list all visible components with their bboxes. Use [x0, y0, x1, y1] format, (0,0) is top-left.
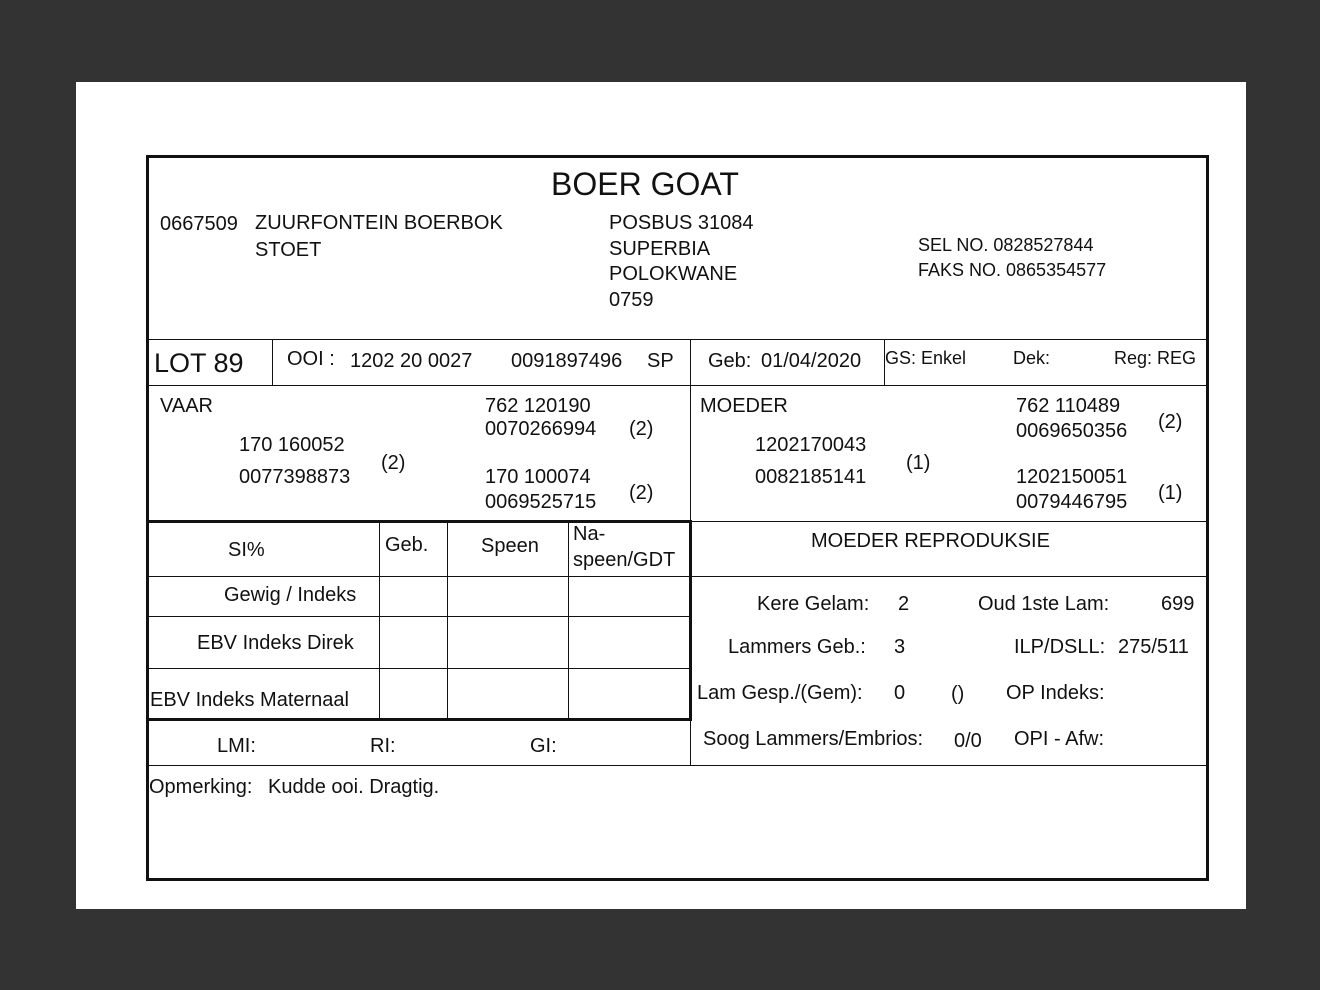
- op-indeks-label: OP Indeks:: [1006, 682, 1105, 704]
- oud-label: Oud 1ste Lam:: [978, 593, 1110, 615]
- gi-label: GI:: [530, 735, 557, 757]
- lammers-value: 3: [894, 636, 906, 658]
- divider-line: [149, 668, 690, 669]
- lamgesp-label: Lam Gesp./(Gem):: [697, 682, 863, 704]
- row-label-gewig: Gewig / Indeks: [224, 584, 357, 606]
- divider-line: [379, 523, 380, 718]
- phone-number: SEL NO. 0828527844: [918, 235, 1094, 255]
- dam-dam-mark: (1): [1158, 482, 1183, 504]
- dam-id: 0082185141: [755, 466, 867, 488]
- opi-label: OPI - Afw:: [1014, 728, 1105, 750]
- divider-line: [149, 339, 1206, 340]
- dam-sire-mark: (2): [1158, 411, 1183, 433]
- divider-line: [568, 523, 569, 718]
- dam-sire-id: 762 110489: [1016, 395, 1121, 417]
- sire-sire-mark: (2): [629, 418, 654, 440]
- divider-line: [149, 385, 1206, 386]
- sire-dam-id: 0069525715: [485, 491, 597, 513]
- dam-label: MOEDER: [700, 395, 788, 417]
- lammers-label: Lammers Geb.:: [728, 636, 866, 658]
- divider-line: [149, 718, 692, 721]
- reproduction-title: MOEDER REPRODUKSIE: [811, 530, 1050, 552]
- address-line: POSBUS 31084: [609, 212, 754, 234]
- animal-id: 0091897496: [511, 350, 623, 372]
- ooi-number: 1202 20 0027: [350, 350, 473, 372]
- ilp-value: 275/511: [1118, 636, 1189, 658]
- lamgesp-paren: (): [951, 683, 965, 705]
- ri-label: RI:: [370, 735, 396, 757]
- soog-value: 0/0: [954, 730, 982, 752]
- sire-id: 170 160052: [239, 434, 345, 456]
- reg-field: Reg: REG: [1114, 348, 1197, 368]
- lamgesp-value: 0: [894, 682, 906, 704]
- breeder-name-line1: ZUURFONTEIN BOERBOK: [255, 212, 503, 234]
- address-line: POLOKWANE: [609, 263, 738, 285]
- address-line: 0759: [609, 289, 654, 311]
- row-label-ebv-maternaal: EBV Indeks Maternaal: [150, 689, 349, 711]
- divider-line: [149, 576, 1206, 577]
- breeder-name-line2: STOET: [255, 239, 322, 261]
- sire-label: VAAR: [160, 395, 213, 417]
- dam-sire-id: 0069650356: [1016, 420, 1128, 442]
- sire-dam-mark: (2): [629, 482, 654, 504]
- sire-id: 0077398873: [239, 466, 351, 488]
- ilp-label: ILP/DSLL:: [1014, 636, 1106, 658]
- kere-label: Kere Gelam:: [757, 593, 870, 615]
- birth-date-value: 01/04/2020: [761, 350, 862, 372]
- sire-sire-id: 0070266994: [485, 418, 597, 440]
- sire-dam-id: 170 100074: [485, 466, 591, 488]
- ooi-label: OOI :: [287, 348, 335, 370]
- sire-sire-id: 762 120190: [485, 395, 591, 417]
- divider-line: [689, 520, 692, 721]
- dam-id: 1202170043: [755, 434, 867, 456]
- col-header-naspeen: speen/GDT: [573, 549, 676, 571]
- address-line: SUPERBIA: [609, 238, 711, 260]
- dam-dam-id: 1202150051: [1016, 466, 1128, 488]
- col-header-speen: Speen: [481, 535, 539, 557]
- lot-number: LOT 89: [154, 348, 244, 378]
- row-label-ebv-direk: EBV Indeks Direk: [197, 632, 354, 654]
- lmi-label: LMI:: [217, 735, 256, 757]
- remarks-value: Kudde ooi. Dragtig.: [268, 776, 440, 798]
- soog-label: Soog Lammers/Embrios:: [703, 728, 924, 750]
- col-header-naspeen: Na-: [573, 523, 606, 545]
- lot-card: [146, 155, 1209, 881]
- remarks-label: Opmerking:: [149, 776, 253, 798]
- dek-field: Dek:: [1013, 348, 1051, 368]
- sire-mark: (2): [381, 452, 406, 474]
- divider-line: [447, 523, 448, 718]
- oud-value: 699: [1161, 593, 1195, 615]
- divider-line: [272, 339, 273, 385]
- birth-date-label: Geb:: [708, 350, 752, 372]
- breeder-code: 0667509: [160, 213, 238, 235]
- dam-mark: (1): [906, 452, 931, 474]
- col-header-geb: Geb.: [385, 534, 429, 556]
- divider-line: [149, 520, 692, 523]
- si-label: SI%: [228, 539, 265, 561]
- fax-number: FAKS NO. 0865354577: [918, 260, 1107, 280]
- dam-dam-id: 0079446795: [1016, 491, 1128, 513]
- gs-field: GS: Enkel: [885, 348, 967, 368]
- card-title: BOER GOAT: [551, 166, 739, 202]
- divider-line: [690, 521, 1206, 522]
- animal-sp: SP: [647, 350, 674, 372]
- divider-line: [149, 765, 1206, 766]
- divider-line: [149, 616, 690, 617]
- kere-value: 2: [898, 593, 910, 615]
